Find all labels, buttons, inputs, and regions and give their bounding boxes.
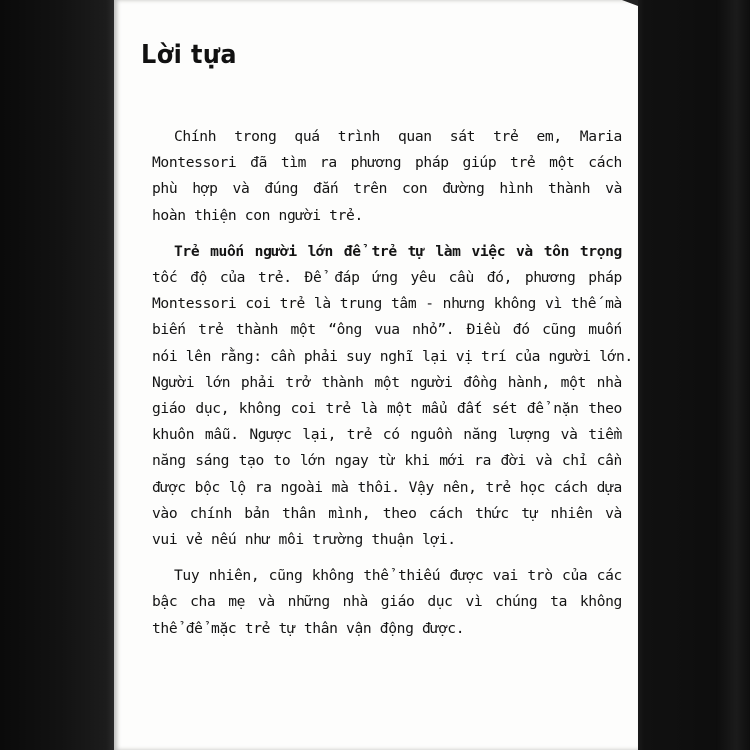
text-line: Trẻ muốn người lớn để trẻ tự làm việc và tôn trọng [174,242,622,260]
page-corner-mark [622,0,638,6]
text-line: nói lên rằng: cần phải suy nghĩ lại vị trí của người lớn. [152,347,633,365]
page-title: Lời tựa [141,40,238,70]
text-line: vui vẻ nếu như môi trường thuận lợi. [152,531,456,549]
text-line: Montessori đã tìm ra phương pháp giúp trẻ một cách [152,154,622,172]
text-line: được bộc lộ ra ngoài mà thôi. Vậy nên, trẻ học cách dựa [152,478,622,496]
page-body [152,124,633,652]
scan-left-shadow [0,0,114,750]
text-line: vào chính bản thân mình, theo cách thức tự nhiên và [152,504,622,522]
text-line: Tuy nhiên, cũng không thể thiếu được vai trò của các [174,567,622,585]
text-line: năng sáng tạo to lớn ngay từ khi mới ra đời và chỉ cần [152,452,622,470]
text-line: giáo dục, không coi trẻ là một mẩu đất sét để nặn theo [152,400,622,418]
paragraph-1 [152,124,622,229]
paragraph-3 [152,563,622,642]
text-line: Người lớn phải trở thành một người đồng hành, một nhà [152,373,622,391]
text-line: thể để mặc trẻ tự thân vận động được. [152,619,465,637]
text-line: biến trẻ thành một “ông vua nhỏ”. Điều đó cũng muốn [152,321,622,339]
text-line: tốc độ của trẻ. Để đáp ứng yêu cầu đó, phương pháp [152,269,622,287]
text-line: bậc cha mẹ và những nhà giáo dục vì chúng ta không [152,593,622,611]
text-line: khuôn mẫu. Ngược lại, trẻ có nguồn năng lượng và tiềm [152,426,622,444]
paragraph-2 [152,239,633,553]
text-line: Montessori coi trẻ là trung tâm - nhưng không vì thế mà [152,295,622,313]
text-line: Chính trong quá trình quan sát trẻ em, Maria [174,128,622,145]
scan-right-border-highlight [716,0,750,750]
text-line: hoàn thiện con người trẻ. [152,206,363,224]
scan-right-border [638,0,750,750]
text-line: phù hợp và đúng đắn trên con đường hình thành và [152,180,622,198]
